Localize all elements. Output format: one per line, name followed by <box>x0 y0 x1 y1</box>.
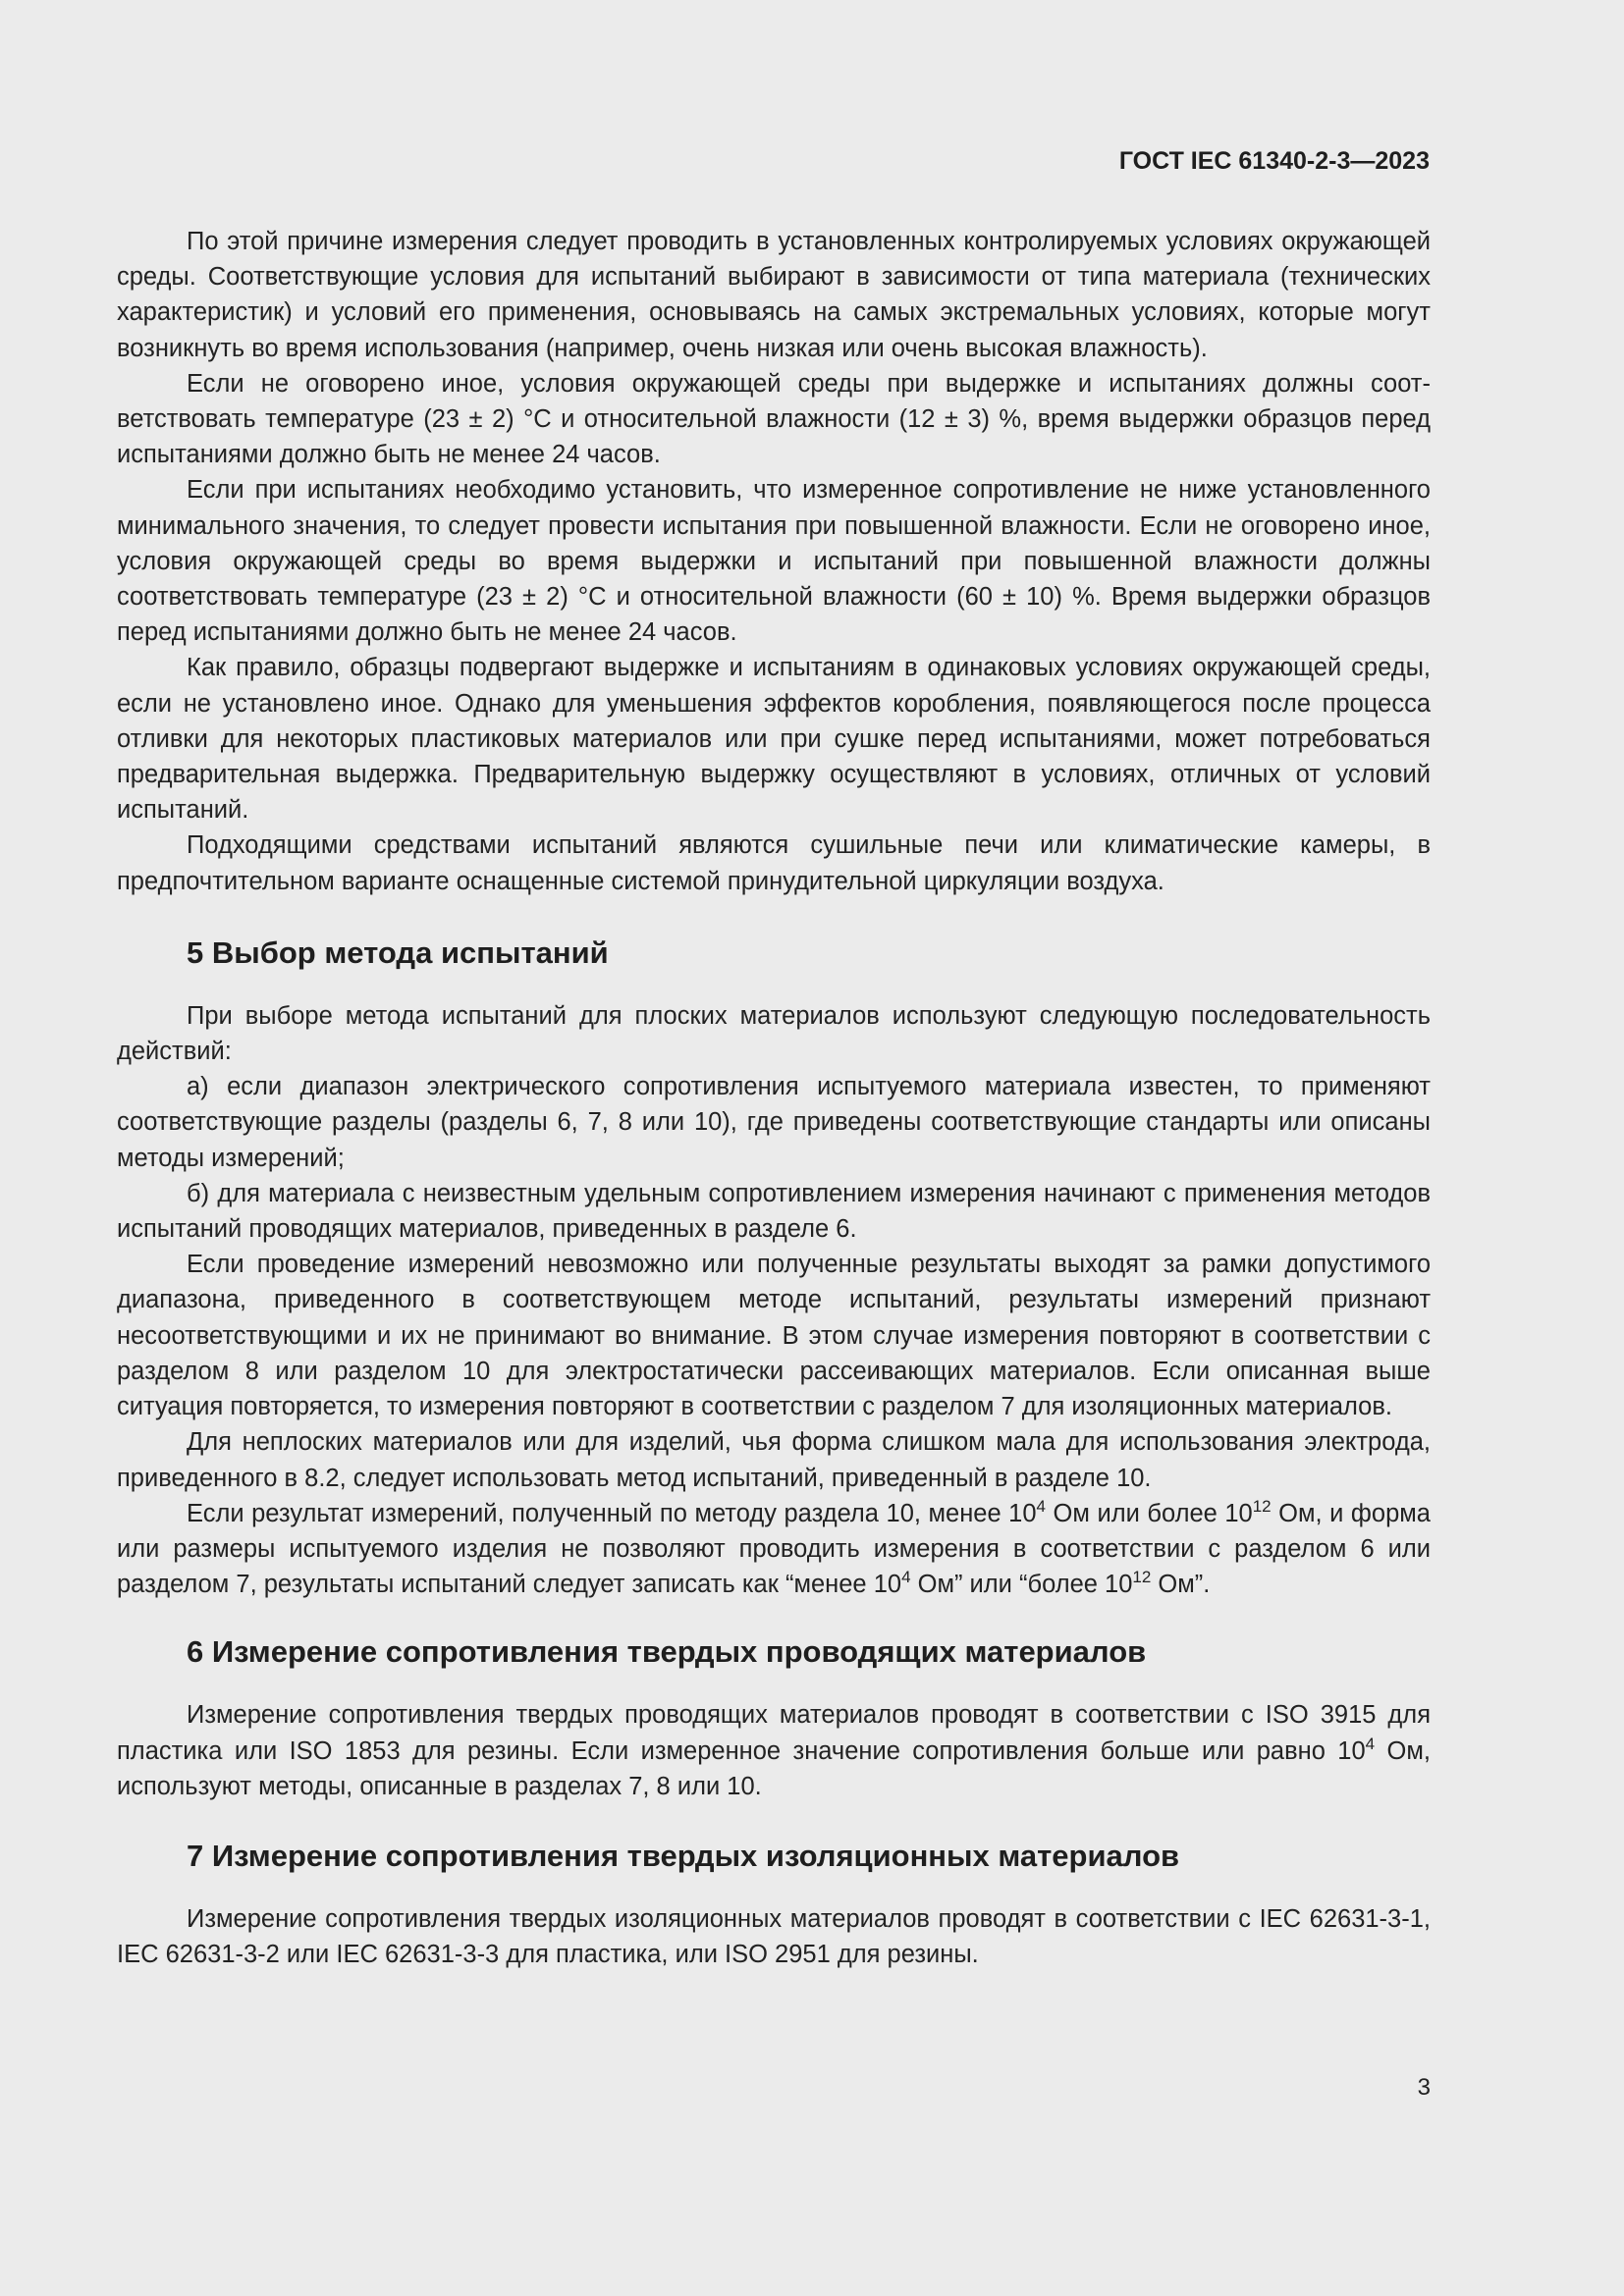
section-5-heading: 5 Выбор метода испытаний <box>187 934 609 970</box>
paragraph-high-humidity: Если при испытаниях необходимо установить, что измеренное сопротивление не ниже установленного минимального значения, то следует провести испытания при повышенной влажности. Если не оговорено иное, условия окружающей среды во время выдержки и испытаний при повышенной влажности должны соответствовать температуре (23 ± 2) °С и относительной влажности (60 ± 10) %. Время выдержки образцов перед испытаниями должно быть не менее 24 часов. <box>117 476 1431 647</box>
section-6-heading: 6 Измерение сопротивления твердых проводящих материалов <box>187 1634 1147 1670</box>
paragraph-test-equipment: Подходящими средствами испытаний являются сушильные печи или климатические камеры, в предпочтительном варианте оснащенные системой принудительной циркуляции воздуха. <box>117 831 1431 895</box>
section-7-heading: 7 Измерение сопротивления твердых изоляционных материалов <box>187 1838 1180 1873</box>
paragraph-preconditioning: Как правило, образцы подвергают выдержке и испытаниям в одинаковых условиях окружающей среды, если не установлено иное. Однако для уменьшения эффектов коробления, появляющегося после процесса отливки для некоторых пластиковых материалов или при сушке перед испытаниями, может потребоваться предварительная выдержка. Предварительную выдержку осуществляют в условиях, отличных от условий испытаний. <box>117 654 1431 825</box>
section-6-text: Измерение сопротивления твердых проводящих материалов проводят в соответствии с ISO 3915 для пластика или ISO 1853 для резины. Если измеренное значение сопротивления больше или равно $10^4$ Ом, используют методы, описанные в разделах 7, 8 или 10. <box>117 1701 1431 1800</box>
section-5-result-recording: Если результат измерений, полученный по методу раздела 10, менее $10^4$ Ом или более $10^{12}$ Ом, и форма или размеры испытуемого изделия не позволяют проводить измерения в соответствии с разделом 6 или разделом 7, результаты испытаний следует записать как “менее $10^4$ Ом” или “более $10^{12}$ Ом”. <box>117 1496 1431 1599</box>
paragraph-standard-conditions: Если не оговорено иное, условия окружающей среды при выдержке и испытаниях должны соответствовать температуре (23 ± 2) °С и относительной влажности (12 ± 3) %, время выдержки образцов перед испытаниями должно быть не менее 24 часов. <box>117 369 1431 469</box>
paragraph-conditions: По этой причине измерения следует проводить в установленных контролируемых условиях окружающей среды. Соответствующие условия для испытаний выбирают в зависимости от типа материала (технических характеристик) и условий его применения, основываясь на самых экстремальных условиях, которые могут возникнуть во время использования (например, очень низкая или очень высокая влажность). <box>117 228 1431 362</box>
document-header: ГОСТ IEC 61340-2-3—2023 <box>1118 147 1430 175</box>
section-7-text: Измерение сопротивления твердых изоляционных материалов проводят в соответствии с IEC 62631-3-1, IEC 62631-3-2 или IEC 62631-3-3 для пластика, или ISO 2951 для резины. <box>117 1904 1431 1969</box>
section-5-intro: При выборе метода испытаний для плоских материалов используют следующую последовательность действий: <box>117 1001 1431 1066</box>
section-5-item-a: а) если диапазон электрического сопротивления испытуемого материала известен, то применяют соответствующие разделы (разделы 6, 7, 8 или 10), где приведены соответствующие стандарты или описаны методы измерений; <box>117 1073 1431 1172</box>
document-body <box>117 224 1431 1972</box>
section-5-nonflat-materials: Для неплоских материалов или для изделий, чья форма слишком мала для использования электрода, приведенного в 8.2, следует использовать метод испытаний, приведенный в разделе 10. <box>117 1428 1431 1492</box>
page-number: 3 <box>1417 2074 1431 2101</box>
section-5-item-b: б) для материала с неизвестным удельным сопротивлением измерения начинают с применения методов испытаний проводящих материалов, приведенных в разделе 6. <box>117 1179 1431 1244</box>
section-5-invalid-results: Если проведение измерений невозможно или полученные результаты выходят за рамки допустимого диапазона, приведенного в соответствующем методе испытаний, результаты измерений признают несоответствующими и их не принимают во внимание. В этом случае измерения повторяют в соответствии с разделом 8 или разделом 10 для электростатически рассеивающих материалов. Если описанная выше ситуация повторяется, то измерения повторяют в соответствии с разделом 7 для изоляционных материалов. <box>117 1251 1431 1421</box>
